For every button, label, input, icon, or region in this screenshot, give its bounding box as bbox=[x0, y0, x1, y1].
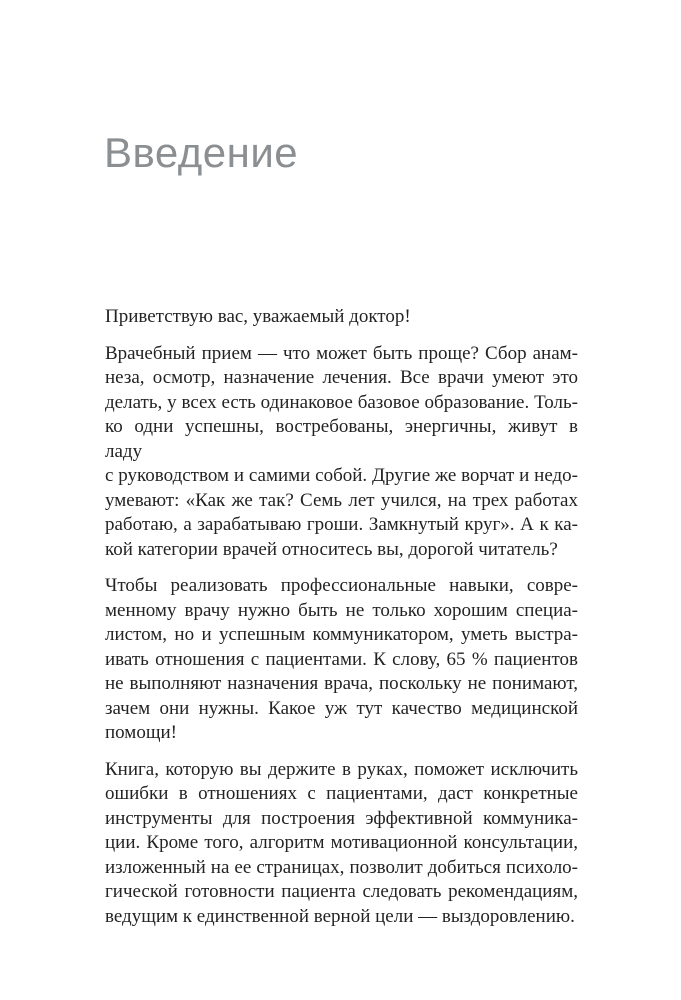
text-line: ивать отношения с пациентами. К слову, 65 % пациентов bbox=[105, 648, 578, 670]
text-line: с руководством и самими собой. Другие же ворчат и недо- bbox=[105, 465, 578, 486]
paragraph bbox=[105, 342, 578, 563]
text-line: умевают: «Как же так? Семь лет учился, на трех работах bbox=[105, 489, 578, 511]
text-line: ко одни успешны, востребованы, энергичны, живут в ладу bbox=[105, 416, 578, 462]
text-line: инструменты для построения эффективной коммуника- bbox=[105, 807, 578, 829]
text-line: листом, но и успешным коммуникатором, уметь выстра- bbox=[105, 624, 578, 645]
text-line: ведущим к единственной верной цели — выздоровлению. bbox=[105, 905, 575, 927]
text-line: не выполняют назначения врача, поскольку не понимают, bbox=[105, 673, 578, 694]
text-line: делать, у всех есть одинаковое базовое образование. Толь- bbox=[105, 391, 578, 413]
text-line: помощи! bbox=[105, 722, 177, 743]
text-line: изложенный на ее страницах, позволит добиться психоло- bbox=[105, 856, 578, 878]
paragraph bbox=[105, 758, 578, 930]
text-line: гической готовности пациента следовать рекомендациям, bbox=[105, 881, 578, 902]
text-line: неза, осмотр, назначение лечения. Все врачи умеют это bbox=[105, 367, 578, 388]
text-line: работаю, а зарабатываю гроши. Замкнутый круг». А к ка- bbox=[105, 514, 578, 535]
text-line: кой категории врачей относитесь вы, дорогой читатель? bbox=[105, 538, 558, 560]
paragraph bbox=[105, 574, 578, 746]
chapter-title: Введение bbox=[104, 129, 299, 176]
text-line: Чтобы реализовать профессиональные навыки, совре- bbox=[105, 575, 578, 596]
text-line: Врачебный прием — что может быть проще? Сбор анам- bbox=[105, 342, 578, 364]
text-line: зачем они нужны. Какое уж тут качество медицинской bbox=[105, 697, 578, 719]
text-line: Книга, которую вы держите в руках, поможет исключить bbox=[105, 758, 578, 780]
text-line: ции. Кроме того, алгоритм мотивационной консультации, bbox=[105, 832, 578, 853]
text-line: Приветствую вас, уважаемый доктор! bbox=[105, 306, 411, 327]
text-line: менному врачу нужно быть не только хорошим специа- bbox=[105, 599, 578, 621]
text-line: ошибки в отношениях с пациентами, даст конкретные bbox=[105, 783, 578, 804]
body-paragraphs bbox=[105, 305, 578, 941]
paragraph bbox=[105, 305, 578, 330]
